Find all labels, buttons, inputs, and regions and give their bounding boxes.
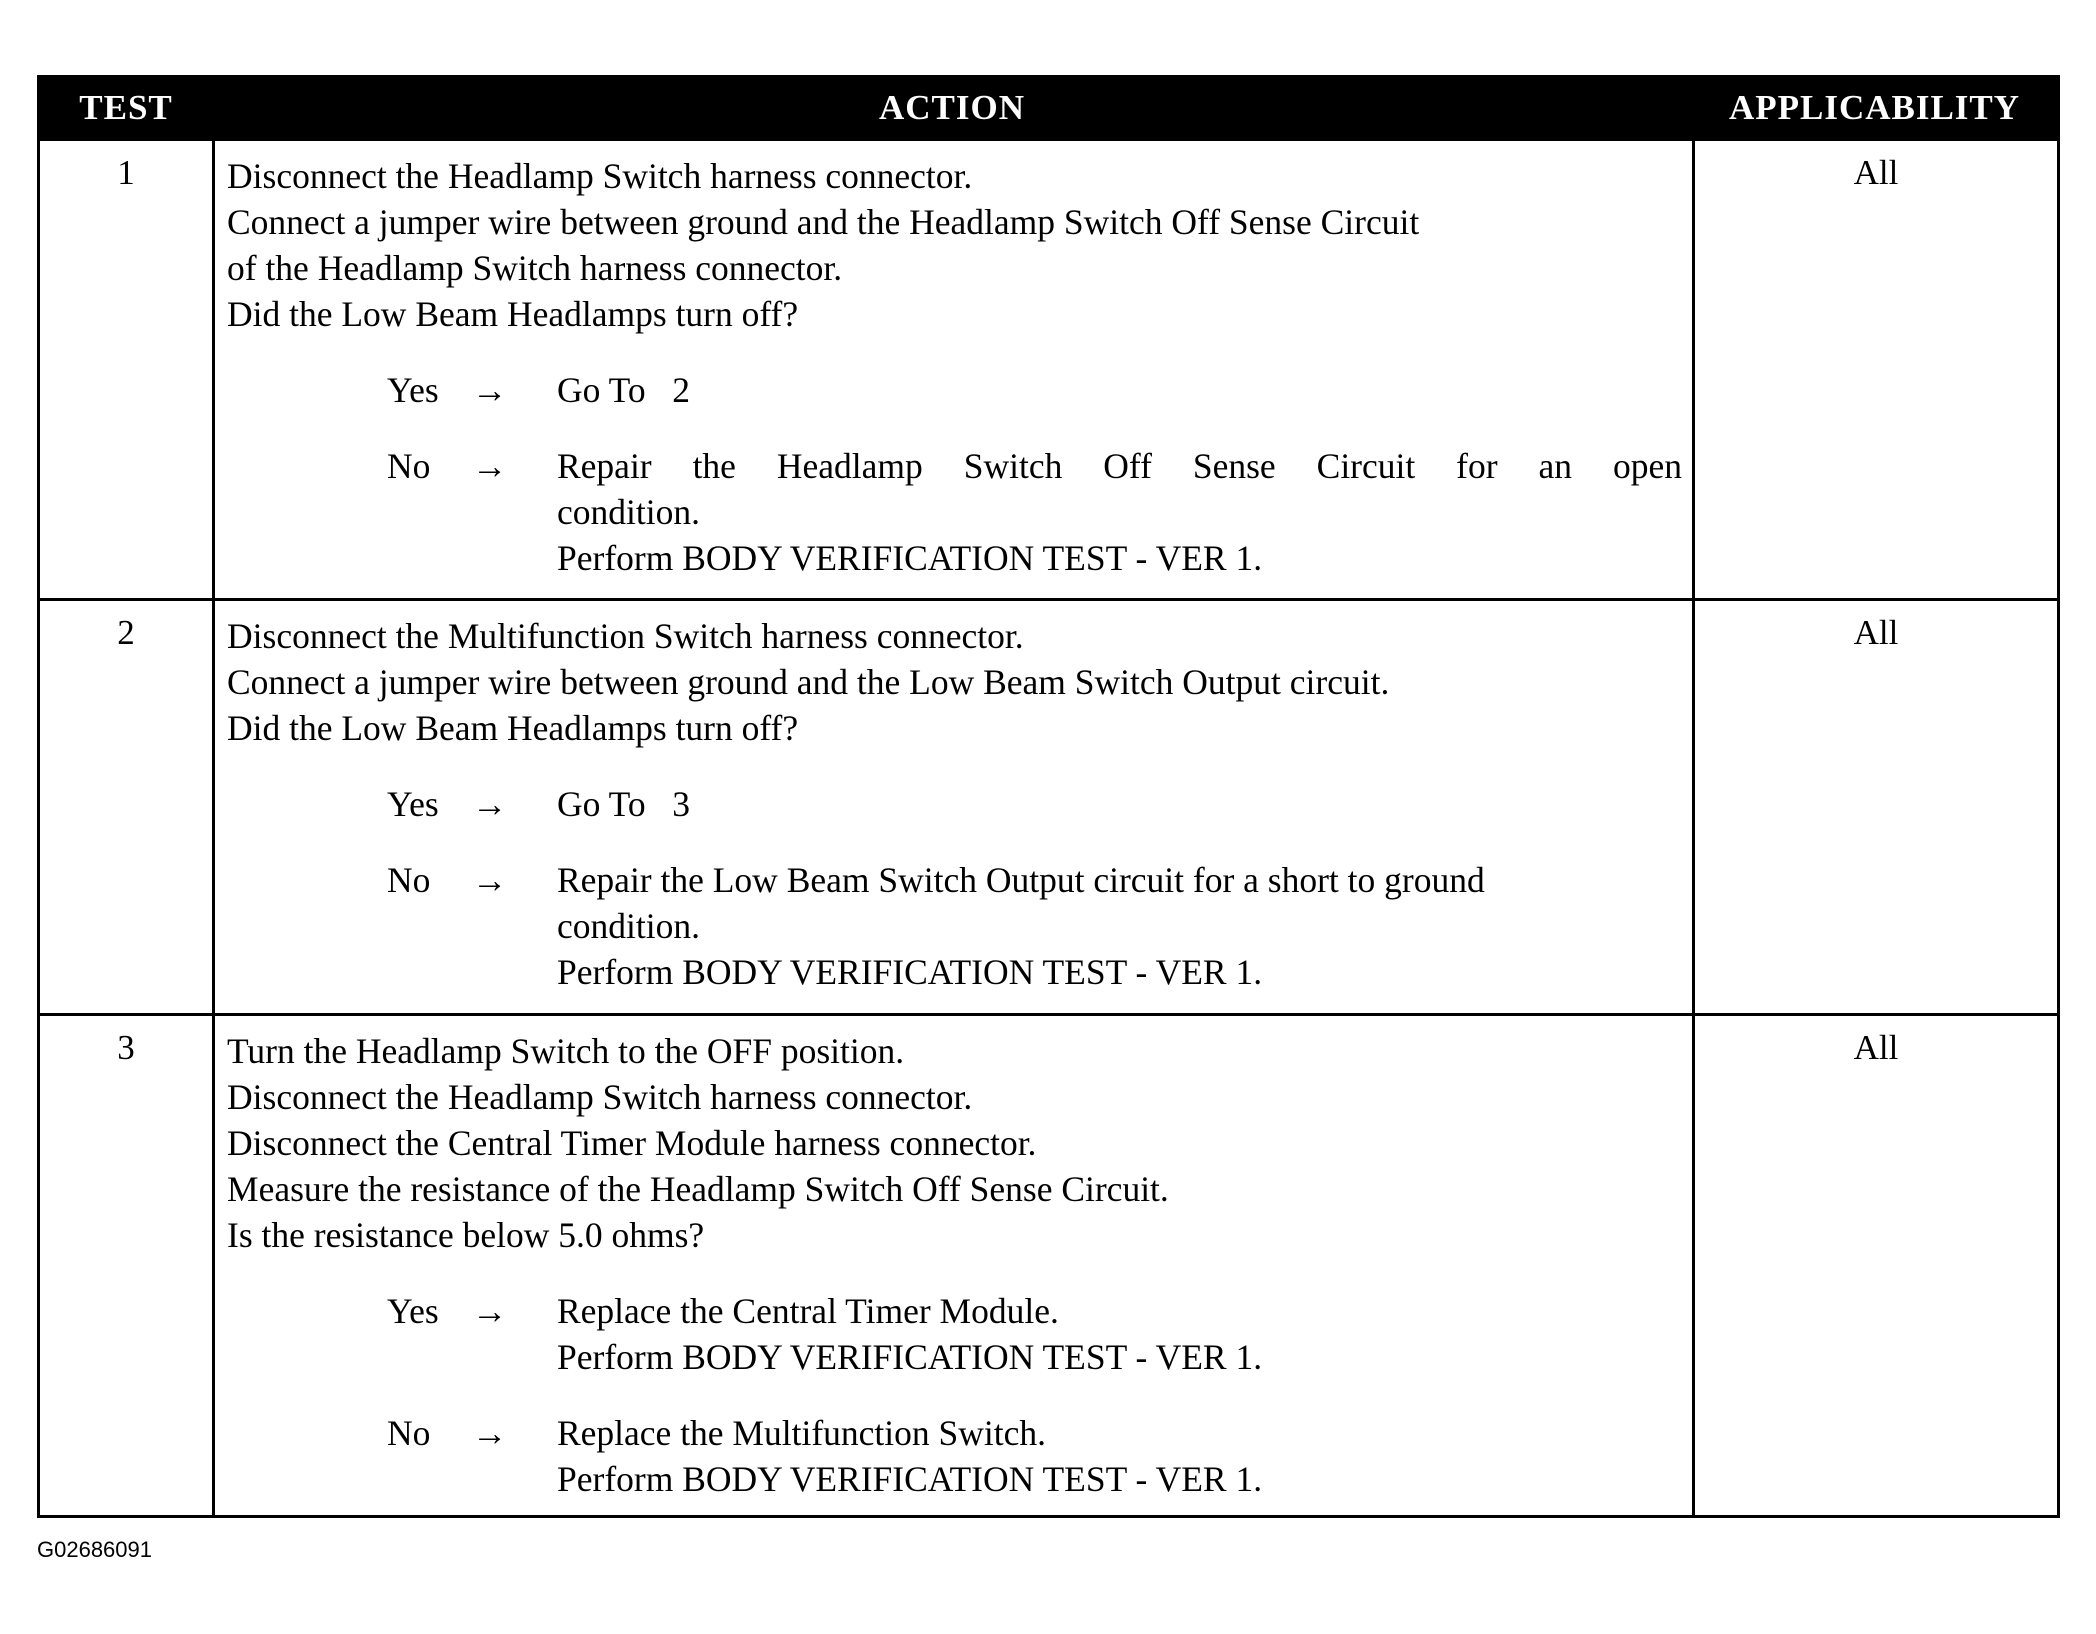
yes-text: Replace the Central Timer Module.: [557, 1291, 1059, 1331]
action-line: Did the Low Beam Headlamps turn off?: [227, 294, 799, 334]
test-number: 1: [117, 153, 135, 192]
table-row: [40, 1016, 2057, 1515]
no-text: Repair the Low Beam Switch Output circuit for a short to ground: [557, 860, 1485, 900]
right-arrow-icon: →: [472, 784, 508, 824]
action-cell: [227, 613, 1682, 995]
table-row: [40, 601, 2057, 1016]
right-arrow-icon: →: [472, 860, 508, 900]
action-cell: [227, 1028, 1682, 1502]
no-text: Perform BODY VERIFICATION TEST - VER 1.: [557, 538, 1263, 578]
no-text: condition.: [557, 492, 700, 532]
yes-label: Yes: [387, 1291, 439, 1331]
right-arrow-icon: →: [472, 446, 508, 486]
no-label: No: [387, 1413, 431, 1453]
yes-label: Yes: [387, 784, 439, 824]
no-text: Replace the Multifunction Switch.: [557, 1413, 1047, 1453]
yes-label: Yes: [387, 370, 439, 410]
no-text: Perform BODY VERIFICATION TEST - VER 1.: [557, 952, 1263, 992]
no-text: Repair the Headlamp Switch Off Sense Circuit for an open: [557, 446, 1682, 486]
action-line: Is the resistance below 5.0 ohms?: [227, 1215, 705, 1255]
diagnostic-test-table: [37, 75, 2060, 1518]
right-arrow-icon: →: [472, 370, 508, 410]
action-line: Measure the resistance of the Headlamp Switch Off Sense Circuit.: [227, 1169, 1169, 1209]
no-label: No: [387, 860, 431, 900]
yes-text: Go To 3: [557, 784, 690, 824]
action-line: Did the Low Beam Headlamps turn off?: [227, 708, 799, 748]
test-number: 2: [117, 613, 135, 652]
action-line: Connect a jumper wire between ground and the Low Beam Switch Output circuit.: [227, 662, 1390, 702]
table-row: [40, 141, 2057, 601]
yes-text: Perform BODY VERIFICATION TEST - VER 1.: [557, 1337, 1263, 1377]
action-line: Connect a jumper wire between ground and the Headlamp Switch Off Sense Circuit: [227, 202, 1420, 242]
applicability-value: All: [1853, 153, 1899, 192]
no-text: condition.: [557, 906, 700, 946]
test-number: 3: [117, 1028, 135, 1067]
no-answer: [227, 443, 1682, 581]
header-applicability: APPLICABILITY: [1728, 88, 2021, 127]
action-line: Disconnect the Headlamp Switch harness connector.: [227, 1077, 973, 1117]
right-arrow-icon: →: [472, 1413, 508, 1453]
yes-answer: [227, 367, 1682, 413]
no-answer: [227, 1410, 1682, 1502]
right-arrow-icon: →: [472, 1291, 508, 1331]
no-answer: [227, 857, 1682, 995]
action-line: Disconnect the Multifunction Switch harness connector.: [227, 616, 1024, 656]
action-line: Turn the Headlamp Switch to the OFF position.: [227, 1031, 905, 1071]
applicability-value: All: [1853, 1028, 1899, 1067]
yes-answer: [227, 1288, 1682, 1380]
action-cell: [227, 153, 1682, 581]
table-header: [40, 78, 2057, 141]
applicability-value: All: [1853, 613, 1899, 652]
no-label: No: [387, 446, 431, 486]
header-test: TEST: [79, 88, 173, 127]
action-line: Disconnect the Central Timer Module harness connector.: [227, 1123, 1037, 1163]
no-text: Perform BODY VERIFICATION TEST - VER 1.: [557, 1459, 1263, 1499]
header-action: ACTION: [878, 88, 1026, 127]
figure-code: G02686091: [37, 1537, 152, 1562]
yes-text: Go To 2: [557, 370, 690, 410]
action-line: Disconnect the Headlamp Switch harness connector.: [227, 156, 973, 196]
action-line: of the Headlamp Switch harness connector.: [227, 248, 843, 288]
yes-answer: [227, 781, 1682, 827]
